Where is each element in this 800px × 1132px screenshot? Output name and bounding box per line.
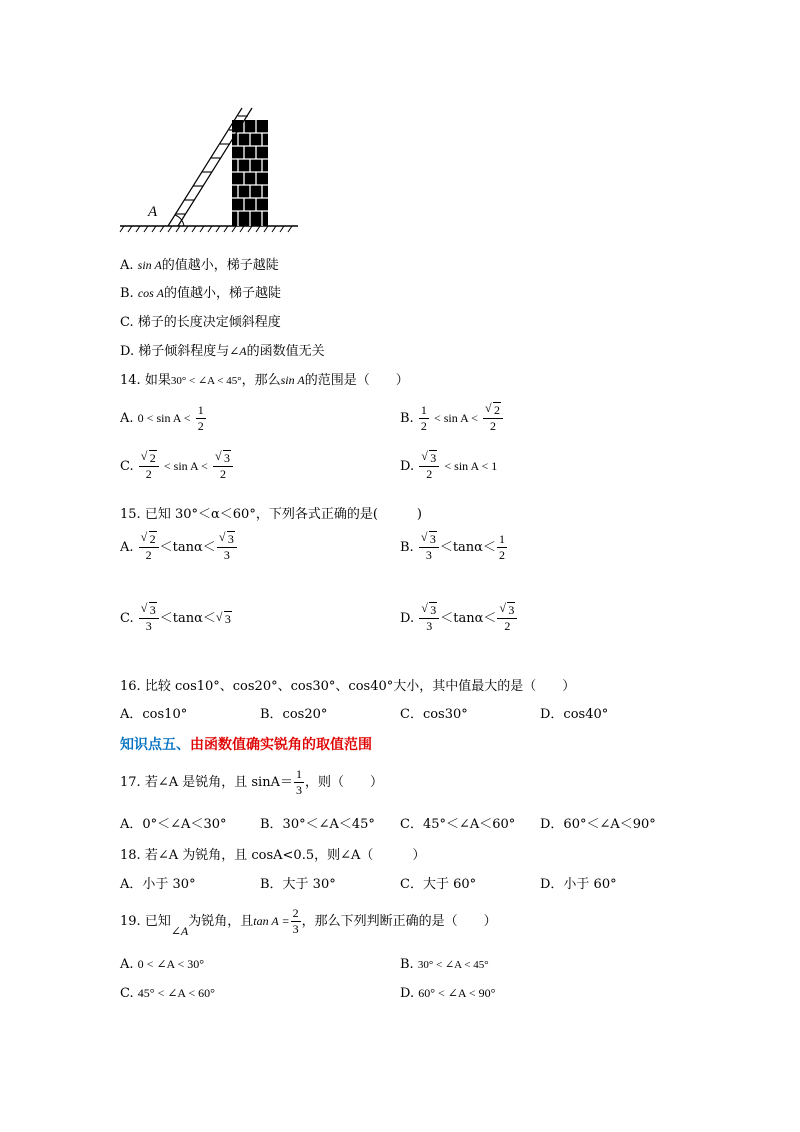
q18-option-d: D．小于 60° bbox=[540, 877, 617, 892]
q17-option-b: B．30°＜∠A＜45° bbox=[260, 817, 375, 832]
q19-stem: 19. 已知∠A为锐角，且tan A = $\frac{2}{3}$ ，那么下列判断正确的是（ ） bbox=[120, 906, 497, 938]
q19-option-d: D. 60° < ∠A < 90° bbox=[400, 986, 496, 1001]
q14-option-b: B. $\frac{1}{2}$ < sin A < √ 2 2 bbox=[400, 404, 504, 433]
q17-stem: 17. 若∠A 是锐角，且 sinA＝ $\frac{1}{3}$ ，则（ ） bbox=[120, 767, 383, 797]
q16-option-b: B．cos20° bbox=[260, 707, 328, 722]
figure-angle-label: A bbox=[148, 204, 158, 220]
q14-option-a: A. 0 < sin A < $\frac{1}{2}$ bbox=[120, 403, 204, 433]
q15-option-a: A. √ 2 2 ＜tanα＜ √ 3 3 bbox=[120, 533, 238, 562]
q15-option-c: C. √ 3 3 ＜tanα＜ √ 3 bbox=[120, 601, 231, 633]
q14-stem: 14. 如果30° < ∠A < 45°，那么sin A的范围是（ ） bbox=[120, 373, 409, 388]
section-heading: 知识点五、由函数值确实锐角的取值范围 bbox=[120, 737, 372, 753]
q17-option-a: A．0°＜∠A＜30° bbox=[120, 817, 227, 832]
q19-option-b: B. 30° < ∠A < 45° bbox=[400, 957, 489, 972]
q15-option-d: D. √ 3 3 ＜tanα＜ √ 3 2 bbox=[400, 604, 518, 633]
q13-option-b: B. cos A的值越小，梯子越陡 bbox=[120, 286, 281, 301]
ladder-wall-figure bbox=[118, 100, 308, 240]
q18-option-c: C．大于 60° bbox=[400, 877, 477, 892]
q16-stem: 16. 比较 cos10°、cos20°、cos30°、cos40°大小，其中值最大的是（ ） bbox=[120, 679, 576, 694]
q19-option-c: C. 45° < ∠A < 60° bbox=[120, 986, 215, 1001]
q15-stem: 15. 已知 30°＜α＜60°，下列各式正确的是( ) bbox=[120, 507, 422, 522]
q13-option-a: A. sin A的值越小，梯子越陡 bbox=[120, 258, 279, 273]
q16-option-c: C．cos30° bbox=[400, 707, 468, 722]
q18-stem: 18. 若∠A 为锐角，且 cosA<0.5，则∠A（ ） bbox=[120, 848, 426, 863]
q17-option-d: D．60°＜∠A＜90° bbox=[540, 817, 656, 832]
q17-option-c: C．45°＜∠A＜60° bbox=[400, 817, 516, 832]
q18-option-a: A．小于 30° bbox=[120, 877, 196, 892]
q19-option-a: A. 0 < ∠A < 30° bbox=[120, 957, 205, 972]
q16-option-d: D．cos40° bbox=[540, 707, 609, 722]
q16-option-a: A．cos10° bbox=[120, 707, 188, 722]
q13-option-c: C. 梯子的长度决定倾斜程度 bbox=[120, 315, 281, 330]
q18-option-b: B．大于 30° bbox=[260, 877, 336, 892]
q14-option-d: D. √ 3 2 < sin A < 1 bbox=[400, 449, 498, 481]
q15-option-b: B. √ 3 3 ＜tanα＜ $\frac{1}{2}$ bbox=[400, 530, 505, 562]
q14-option-c: C. √ 2 2 < sin A < √ 3 2 bbox=[120, 452, 234, 481]
q13-option-d: D. 梯子倾斜程度与∠A的函数值无关 bbox=[120, 344, 325, 359]
